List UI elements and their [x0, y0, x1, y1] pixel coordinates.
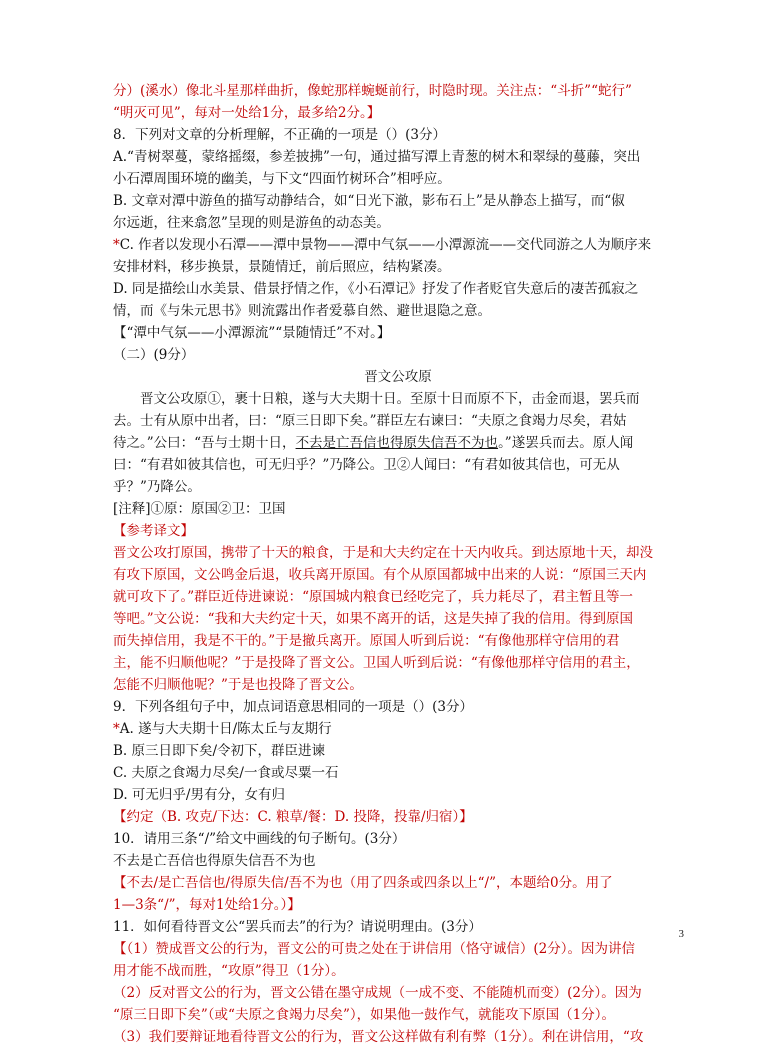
- text-line: 等吧。”文公说：“我和大夫约定十天，如果不离开的话，这是失掉了我的信用。得到原国: [113, 611, 634, 627]
- text-line: 【不去/是亡吾信也/得原失信/吾不为也（用了四条或四条以上“/”，本题给0分。用了: [113, 875, 613, 891]
- text-line: 而失掉信用，我是不干的。”于是撤兵离开。原国人听到后说：“有像他那样守信用的君: [113, 633, 620, 649]
- text-line: “原三日即下矣”（或“夫原之食竭力尽矣”），如果他一鼓作气，就能攻下原国（1分）。: [113, 1007, 615, 1023]
- text-line: 【（1）赞成晋文公的行为，晋文公的可贵之处在于讲信用（恪守诚信）(2分）。因为讲信: [113, 941, 635, 957]
- text-line: 11．如何看待晋文公“罢兵而去”的行为？请说明理由。(3分）: [113, 919, 482, 935]
- text-line: 8．下列对文章的分析理解，不正确的一项是（）(3分）: [113, 127, 446, 143]
- text-line: B. 文章对潭中游鱼的描写动静结合，如“日光下澈，影布石上”是从静态上描写，而“俶: [113, 193, 625, 209]
- text-line: D. 同是描绘山水美景、借景抒情之作，《小石潭记》抒发了作者贬官失意后的凄苦孤寂之: [113, 281, 639, 297]
- text-line: 小石潭周围环境的幽美，与下文“四面竹树环合”相呼应。: [113, 171, 451, 187]
- text-line: 9．下列各组句子中，加点词语意思相同的一项是（）(3分）: [113, 699, 473, 715]
- text-line: 去。士有从原中出者，曰：“原三日即下矣。”群臣左右谏曰：“夫原之食竭力尽矣，君姑: [113, 413, 627, 429]
- text-line: A.“青树翠蔓，蒙络摇缀，参差披拂”一句，通过描写潭上青葱的树木和翠绿的蔓藤，突出: [113, 149, 641, 165]
- text-line: 尔远逝，往来翕忽”呈现的则是游鱼的动态美。: [113, 215, 390, 231]
- text-line: [113, 718, 683, 740]
- line-text: 待之。”公曰：“吾与士期十日，: [113, 435, 296, 451]
- line-text: C. 作者以发现小石潭——潭中景物——潭中气氛——小潭源流——交代同游之人为顺序来: [119, 237, 652, 253]
- text-line: 不去是亡吾信也得原失信吾不为也: [113, 853, 316, 869]
- text-line: 乎？”乃降公。: [113, 479, 201, 495]
- text-line: 【“潭中气氛——小潭源流”“景随情迁”不对。】: [113, 325, 391, 341]
- text-line: 用才能不战而胜，“攻原”得卫（1分）。: [113, 963, 345, 979]
- text-line: （3）我们要辩证地看待晋文公的行为，晋文公这样做有利有弊（1分）。利在讲信用，“攻: [113, 1029, 644, 1045]
- text-line: 曰：“有君如彼其信也，可无归乎？”乃降公。卫②人闻曰：“有君如彼其信也，可无从: [113, 457, 620, 473]
- text-line: [113, 234, 683, 256]
- text-line: 晋文公攻原: [364, 369, 432, 385]
- text-line: “明灭可见”，每对一处给1分，最多给2分。】: [113, 105, 381, 121]
- text-line: 1—3条“/”，每对1处给1分。）】: [113, 897, 301, 913]
- page-number: 3: [678, 928, 684, 940]
- answer-marker: *: [113, 237, 120, 253]
- text-line: 晋文公攻原①，裹十日粮，遂与大夫期十日。至原十日而原不下，击金而退，罢兵而: [140, 391, 640, 407]
- text-line: 就可攻下了。”群臣近侍进谏说：“原国城内粮食已经吃完了，兵力耗尽了，君主暂且等一: [113, 589, 634, 605]
- underlined-sentence: 不去是亡吾信也得原失信吾不为也: [295, 435, 499, 451]
- document-body: [113, 80, 683, 1048]
- text-line: [113, 432, 683, 454]
- text-line: 情，而《与朱元思书》则流露出作者爱慕自然、避世退隐之意。: [113, 303, 491, 319]
- text-line: 分）(溪水）像北斗星那样曲折，像蛇那样蜿蜒前行，时隐时现。关注点：“斗折”“蛇行”: [113, 83, 632, 99]
- line-text: 。”遂罢兵而去。原人闻: [498, 435, 634, 451]
- text-line: C. 夫原之食竭力尽矣/一食或尽粟一石: [113, 765, 339, 781]
- text-line: 10．请用三条“/”给文中画线的句子断句。(3分）: [113, 831, 406, 847]
- line-text: A. 遂与大夫期十日/陈太丘与友期行: [119, 721, 332, 737]
- text-line: （二）(9分）: [113, 347, 195, 363]
- text-line: 怎能不归顺他呢？”于是也投降了晋文公。: [113, 677, 363, 693]
- text-line: 晋文公攻打原国，携带了十天的粮食，于是和大夫约定在十天内收兵。到达原地十天，却没: [113, 545, 653, 561]
- text-line: （2）反对晋文公的行为，晋文公错在墨守成规（一成不变、不能随机而变）(2分）。因为: [113, 985, 642, 1001]
- text-line: [注释]①原：原国②卫：卫国: [113, 501, 286, 517]
- text-line: 【参考译文】: [113, 523, 194, 539]
- text-line: 有攻下原国，文公鸣金后退，收兵离开原国。有个从原国都城中出来的人说：“原国三天内: [113, 567, 647, 583]
- text-line: 安排材料，移步换景，景随情迁，前后照应，结构紧凑。: [113, 259, 451, 275]
- text-line: 【约定（B. 攻克/下达：C. 粮草/餐：D. 投降，投靠/归宿）】: [113, 809, 473, 825]
- text-line: B. 原三日即下矣/令初下，群臣进谏: [113, 743, 326, 759]
- text-line: 主，能不归顺他呢？”于是投降了晋文公。卫国人听到后说：“有像他那样守信用的君主，: [113, 655, 640, 671]
- text-line: D. 可无归乎/男有分，女有归: [113, 787, 285, 803]
- answer-marker: *: [113, 721, 120, 737]
